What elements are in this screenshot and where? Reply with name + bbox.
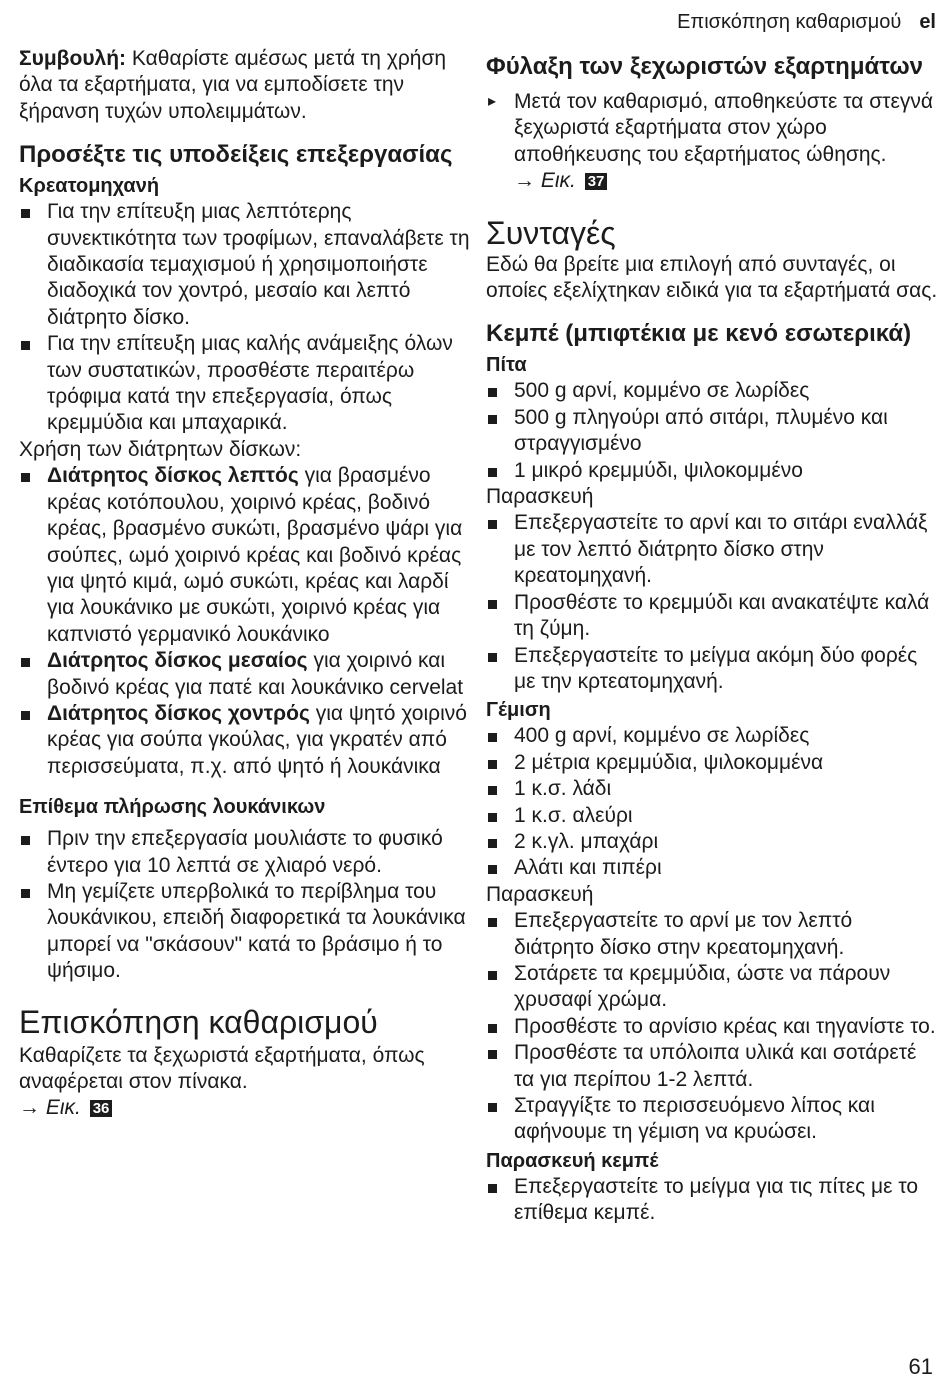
list-item: Σοτάρετε τα κρεμμύδια, ώστε να πάρουν χρυσαφί χρώμα. bbox=[486, 961, 938, 1014]
filling-ingredients-list bbox=[486, 723, 938, 881]
list-item: Επεξεργαστείτε το μείγμα ακόμη δύο φορές με την κρτεατομηχανή. bbox=[486, 643, 938, 696]
figure-number-badge: 36 bbox=[90, 1100, 113, 1117]
list-item: 1 μικρό κρεμμύδι, ψιλοκομμένο bbox=[486, 458, 938, 484]
preparation-label: Παρασκευή bbox=[486, 882, 594, 906]
header-language-code: el bbox=[919, 11, 936, 33]
left-column bbox=[19, 46, 471, 1122]
disc-description: για ψητό χοιρινό κρέας για σούπα γκούλας, για γκρατέν από περισσεύματα, π.χ. από ψητό ή λουκάνικα bbox=[47, 701, 467, 778]
list-item: Πριν την επεξεργασία μουλιάστε το φυσικό έντερο για 10 λεπτά σε χλιαρό νερό. bbox=[19, 826, 471, 879]
recipes-intro: Εδώ θα βρείτε μια επιλογή από συνταγές, οι οποίες εξελίχτηκαν ειδικά για τα εξαρτήματά σας. bbox=[486, 252, 938, 303]
ref-arrow: → bbox=[19, 1096, 40, 1120]
meat-grinder-heading: Κρεατομηχανή bbox=[19, 175, 160, 198]
pita-preparation-list bbox=[486, 510, 938, 695]
header-section-title: Επισκόπηση καθαρισμού bbox=[677, 11, 902, 33]
list-item bbox=[19, 701, 471, 780]
running-header bbox=[677, 9, 936, 35]
kebbe-preparation-heading: Παρασκευή κεμπέ bbox=[486, 1149, 659, 1172]
list-item: Για την επίτευξη μιας καλής ανάμειξης όλων των συστατικών, προσθέστε περαιτέρω τρόφιμα κατά την επεξεργασία, όπως κρεμμύδια και μπαχαρικά. bbox=[19, 331, 471, 437]
list-item: 1 κ.σ. αλεύρι bbox=[486, 803, 938, 829]
list-item: 1 κ.σ. λάδι bbox=[486, 776, 938, 802]
kebbe-heading: Κεμπέ (μπιφτέκια με κενό εσωτερικά) bbox=[486, 320, 912, 348]
preparation-label: Παρασκευή bbox=[486, 485, 594, 509]
pita-heading: Πίτα bbox=[486, 354, 527, 377]
tip-label: Συμβουλή: bbox=[19, 47, 127, 70]
figure-number-badge: 37 bbox=[585, 173, 608, 190]
processing-heading: Προσέξτε τις υποδείξεις επεξεργασίας bbox=[19, 141, 453, 169]
ref-label: Εικ. bbox=[540, 169, 576, 193]
sausage-heading: Επίθεμα πλήρωσης λουκάνικων bbox=[19, 796, 326, 819]
disc-use-intro: Χρήση των διάτρητων δίσκων: bbox=[19, 437, 302, 461]
recipes-heading: Συνταγές bbox=[486, 214, 616, 251]
list-item: Επεξεργαστείτε το αρνί με τον λεπτό διάτρητο δίσκο στην κρεατομηχανή. bbox=[486, 908, 938, 961]
page-number: 61 bbox=[908, 1354, 933, 1379]
right-column bbox=[486, 50, 938, 1227]
list-item bbox=[19, 463, 471, 648]
list-item: 500 g πληγούρι από σιτάρι, πλυμένο και στραγγισμένο bbox=[486, 405, 938, 458]
list-item: Στραγγίξτε το περισσευόμενο λίπος και αφήνουμε τη γέμιση να κρυώσει. bbox=[486, 1093, 938, 1146]
filling-heading: Γέμιση bbox=[486, 699, 551, 722]
cleaning-text: Καθαρίζετε τα ξεχωριστά εξαρτήματα, όπως αναφέρεται στον πίνακα. bbox=[19, 1043, 425, 1093]
disc-name: Διάτρητος δίσκος λεπτός bbox=[47, 464, 299, 488]
list-item: 500 g αρνί, κομμένο σε λωρίδες bbox=[486, 378, 938, 404]
storage-instruction: Μετά τον καθαρισμό, αποθηκεύστε τα στεγνά ξεχωριστά εξαρτήματα στον χώρο αποθήκευσης του εξαρτήματος ώθησης. bbox=[514, 90, 933, 166]
list-item: Προσθέστε το αρνίσιο κρέας και τηγανίστε το. bbox=[486, 1014, 938, 1040]
meat-grinder-list bbox=[19, 199, 471, 437]
disc-list bbox=[19, 463, 471, 780]
list-item: 2 μέτρια κρεμμύδια, ψιλοκομμένα bbox=[486, 750, 938, 776]
ref-label: Εικ. bbox=[45, 1096, 81, 1120]
tip-text: Καθαρίστε αμέσως μετά τη χρήση όλα τα εξαρτήματα, για να εμποδίσετε την ξήρανση τυχών υπολειμμάτων. bbox=[19, 47, 447, 123]
list-item: 2 κ.γλ. μπαχάρι bbox=[486, 829, 938, 855]
list-item: Προσθέστε τα υπόλοιπα υλικά και σοτάρετέ τα για περίπου 1-2 λεπτά. bbox=[486, 1040, 938, 1093]
list-item bbox=[19, 648, 471, 701]
tip-paragraph bbox=[19, 46, 471, 125]
list-item bbox=[486, 89, 938, 195]
filling-preparation-list bbox=[486, 908, 938, 1146]
disc-description: για βρασμένο κρέας κοτόπουλου, χοιρινό κρέας, βοδινό κρέας, βρασμένο συκώτι, βρασμένο ψάρι για σούπες, ωμό χοιρινό κρέας και βοδινό κρέας για ψητό κιμά, ωμό συκώτι, κρέας και λαρδί για λουκάνικο με συκώτι, χοιρινό κρέας για καπνιστό γερμανικό λουκάνικο bbox=[47, 464, 463, 646]
cleaning-figure-ref bbox=[19, 1095, 471, 1121]
disc-description: για χοιρινό και βοδινό κρέας για πατέ και λουκάνικο cervelat bbox=[47, 649, 464, 699]
disc-name: Διάτρητος δίσκος μεσαίος bbox=[47, 649, 308, 673]
cleaning-heading: Επισκόπηση καθαρισμού bbox=[19, 1003, 378, 1040]
storage-list bbox=[486, 89, 938, 195]
ref-arrow: → bbox=[514, 169, 535, 193]
pita-ingredients-list bbox=[486, 378, 938, 484]
sausage-list bbox=[19, 826, 471, 984]
list-item: 400 g αρνί, κομμένο σε λωρίδες bbox=[486, 723, 938, 749]
storage-heading: Φύλαξη των ξεχωριστών εξαρτημάτων bbox=[486, 53, 923, 80]
kebbe-preparation-list bbox=[486, 1174, 938, 1227]
list-item: Επεξεργαστείτε το μείγμα για τις πίτες με το επίθεμα κεμπέ. bbox=[486, 1174, 938, 1227]
list-item: Αλάτι και πιπέρι bbox=[486, 855, 938, 881]
list-item: Προσθέστε το κρεμμύδι και ανακατέψτε καλά τη ζύμη. bbox=[486, 590, 938, 643]
list-item: Μη γεμίζετε υπερβολικά το περίβλημα του λουκάνικου, επειδή διαφορετικά τα λουκάνικα μπορεί να "σκάσουν" κατά το βράσιμο ή το ψήσιμο. bbox=[19, 879, 471, 985]
list-item: Επεξεργαστείτε το αρνί και το σιτάρι εναλλάξ με τον λεπτό διάτρητο δίσκο στην κρεατομηχανή. bbox=[486, 510, 938, 589]
list-item: Για την επίτευξη μιας λεπτότερης συνεκτικότητα των τροφίμων, επαναλάβετε τη διαδικασία τεμαχισμού ή χρησιμοποιήστε διαδοχικά τον χοντρό, μεσαίο και λεπτό διάτρητο δίσκο. bbox=[19, 199, 471, 331]
disc-name: Διάτρητος δίσκος χοντρός bbox=[47, 701, 310, 725]
